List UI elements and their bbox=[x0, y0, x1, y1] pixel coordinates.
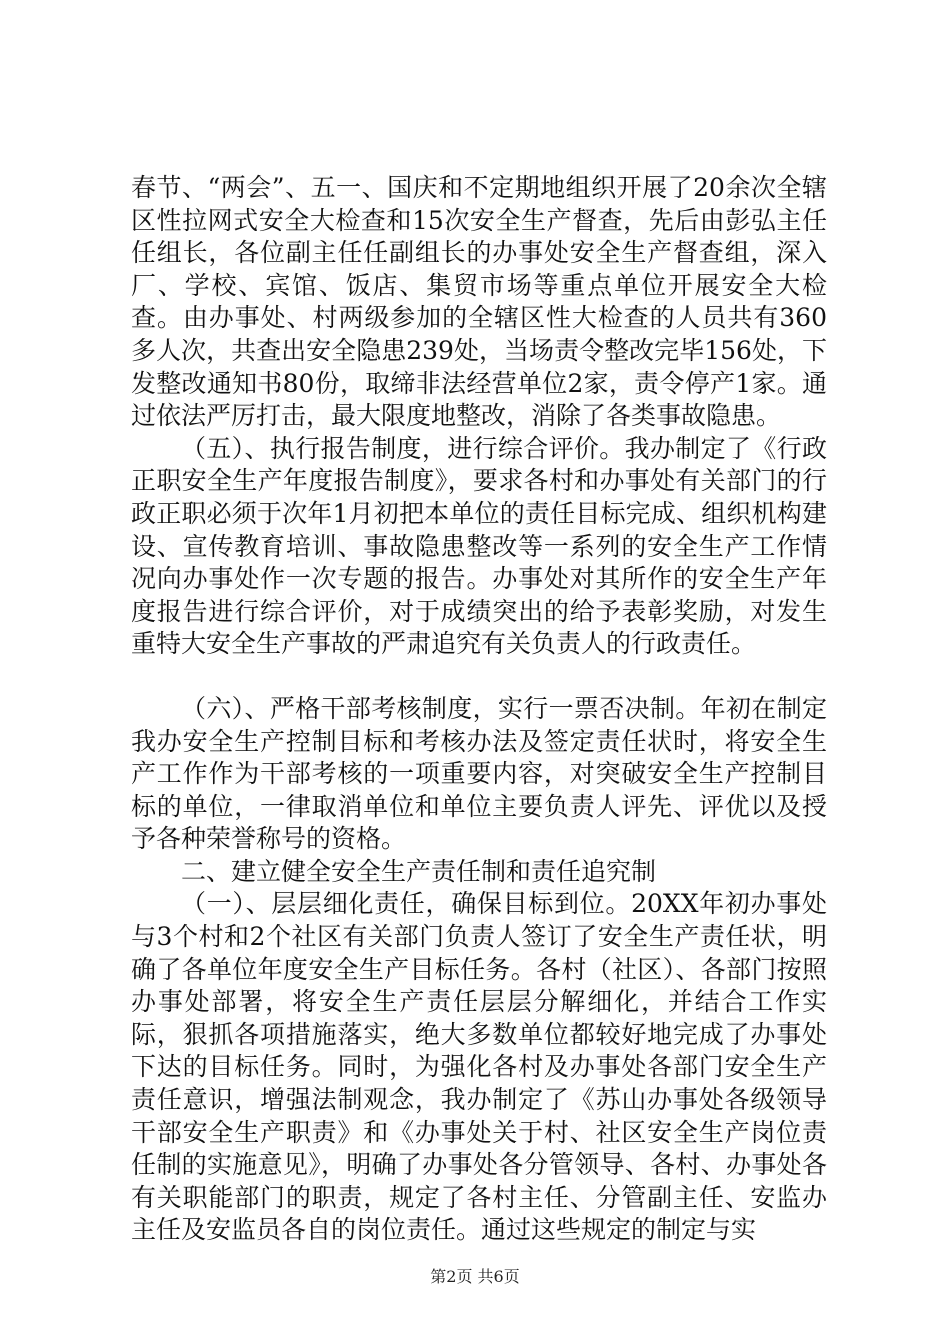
paragraph-spacer bbox=[131, 661, 827, 693]
paragraph-reporting-system: （五）、执行报告制度，进行综合评价。我办制定了《行政正职安全生产年度报告制度》，要求各村和办事处有关部门的行政正职必须于次年1月初把本单位的责任目标完成、组织机构建设、宣传教育培训、事故隐患整改等一系列的安全生产工作情况向办事处作一次专题的报告。办事处对其所作的安全生产年度报告进行综合评价，对于成绩突出的给予表彰奖励，对发生重特大安全生产事故的严肃追究有关负责人的行政责任。 bbox=[131, 433, 827, 659]
page-number-footer: 第2页 共6页 bbox=[430, 1267, 520, 1286]
paragraph-cadre-assessment: （六）、严格干部考核制度，实行一票否决制。年初在制定我办安全生产控制目标和考核办法及签定责任状时，将安全生产工作作为干部考核的一项重要内容，对突破安全生产控制目标的单位，一律取消单位和单位主要负责人评先、评优以及授予各种荣誉称号的资格。 bbox=[131, 693, 827, 854]
document-body bbox=[131, 172, 827, 1247]
section-heading-responsibility: 二、建立健全安全生产责任制和责任追究制 bbox=[181, 856, 657, 886]
paragraph-inspections: 春节、“两会”、五一、国庆和不定期地组织开展了20余次全辖区性拉网式安全大检查和15次安全生产督查，先后由彭弘主任任组长，各位副主任任副组长的办事处安全生产督查组，深入厂、学校、宾馆、饭店、集贸市场等重点单位开展安全大检查。由办事处、村两级参加的全辖区性大检查的人员共有360多人次，共查出安全隐患239处，当场责令整改完毕156处，下发整改通知书80份，取缔非法经营单位2家，责令停产1家。通过依法严厉打击，最大限度地整改，消除了各类事故隐患。 bbox=[131, 173, 827, 431]
paragraph-responsibility-targets: （一）、层层细化责任，确保目标到位。20XX年初办事处与3个村和2个社区有关部门负责人签订了安全生产责任状，明确了各单位年度安全生产目标任务。各村（社区）、各部门按照办事处部署，将安全生产责任层层分解细化，并结合工作实际，狠抓各项措施落实，绝大多数单位都较好地完成了办事处下达的目标任务。同时，为强化各村及办事处各部门安全生产责任意识，增强法制观念，我办制定了《苏山办事处各级领导干部安全生产职责》和《办事处关于村、社区安全生产岗位责任制的实施意见》，明确了办事处各分管领导、各村、办事处各有关职能部门的职责，规定了各村主任、分管副主任、安监办主任及安监员各自的岗位责任。通过这些规定的制定与实 bbox=[131, 889, 827, 1245]
